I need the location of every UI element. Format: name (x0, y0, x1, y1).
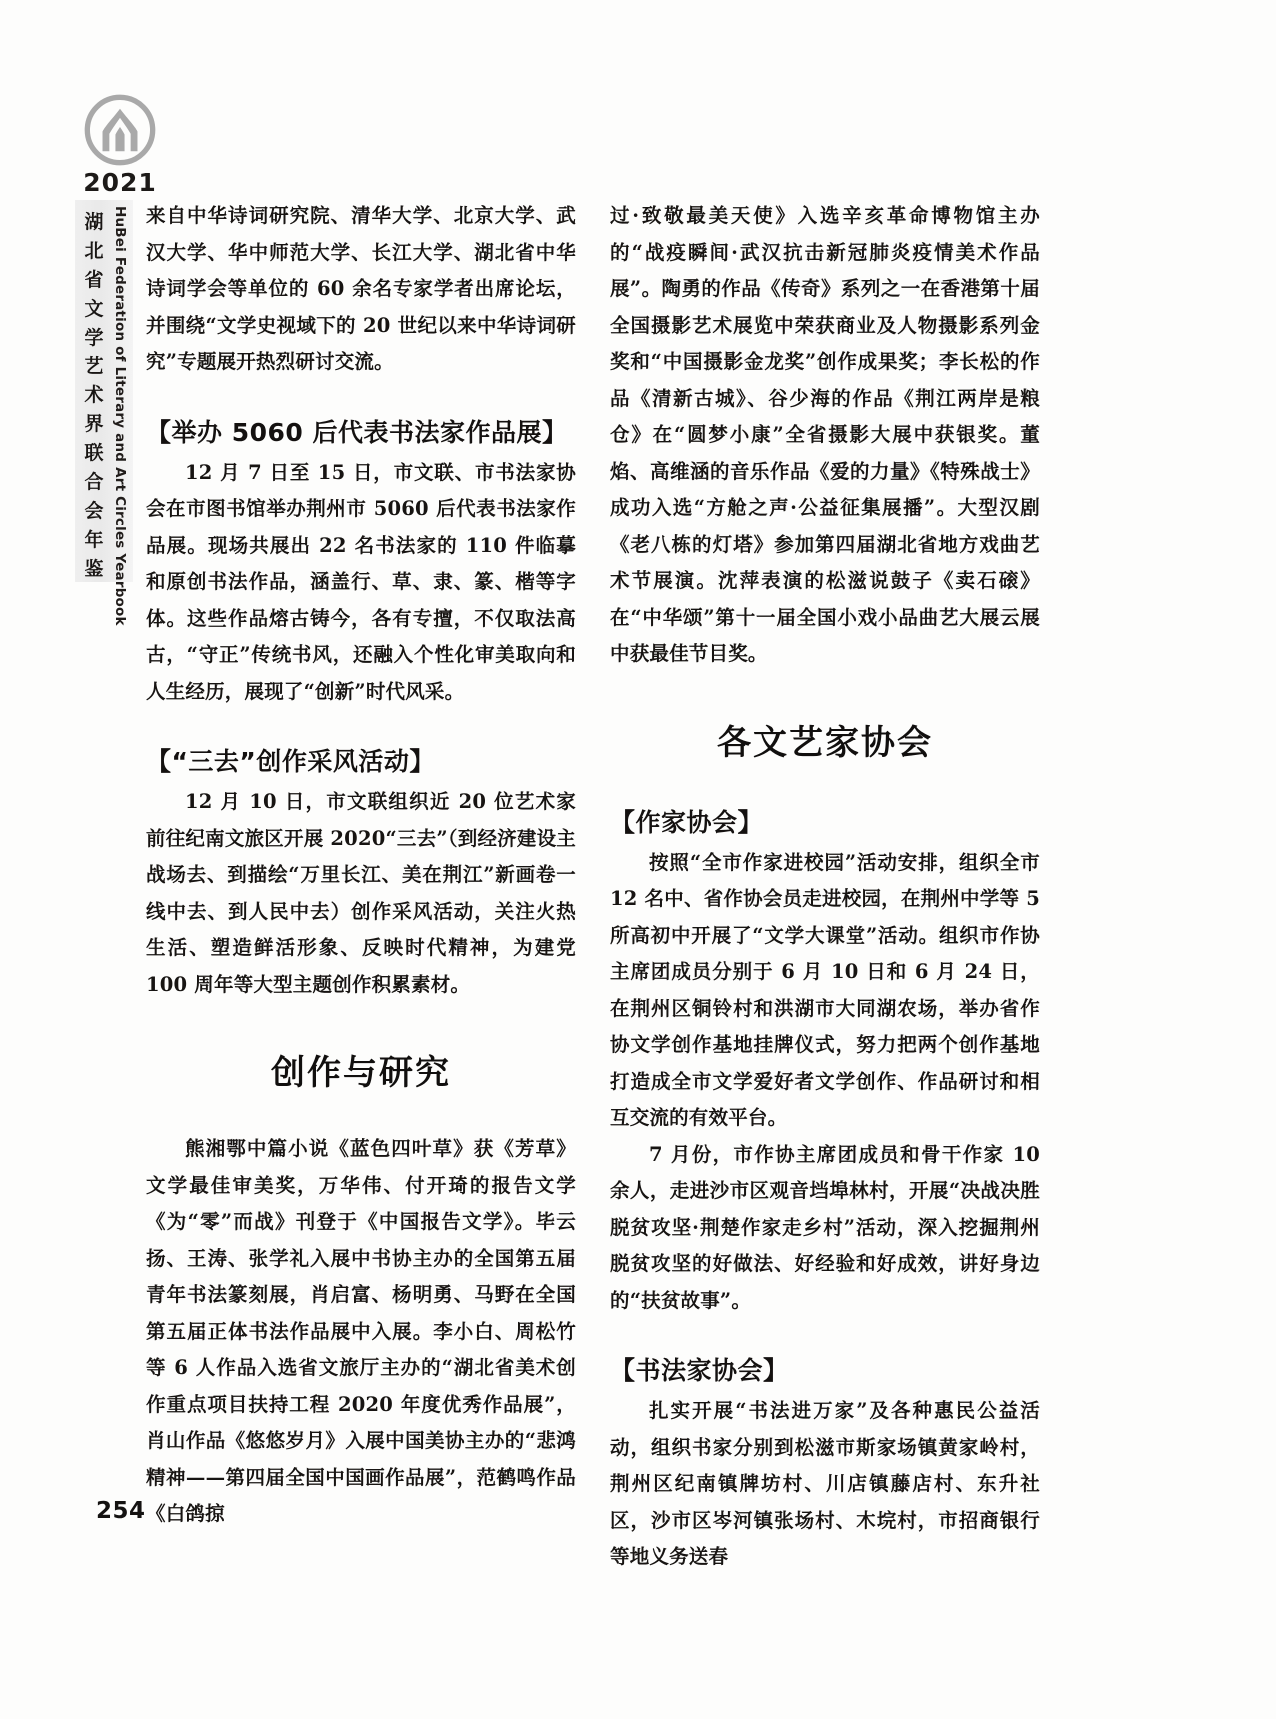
paragraph-sanqu-activity: 12 月 10 日，市文联组织近 20 位艺术家前往纪南文旅区开展 2020“三去”（到经济建设主战场去、到描绘“万里长江、美在荆江”新画卷一线中去、到人民中去）创作采风活动，关注火热生活、塑造鲜活形象、反映时代精神，为建党 100 周年等大型主题创作积累素材。 (146, 790, 576, 996)
section-heading-creation-research: 创作与研究 (271, 1053, 451, 1093)
page-number: 254 (96, 1498, 146, 1524)
subheading-sanqu-activity: 【“三去”创作采风活动】 (146, 747, 435, 776)
masthead (74, 92, 166, 195)
subheading-calligraphers-association: 【书法家协会】 (610, 1356, 789, 1385)
yearbook-year: 2021 (83, 168, 157, 197)
section-heading-art-associations: 各文艺家协会 (717, 722, 933, 763)
federation-emblem-icon (82, 92, 158, 168)
paragraph-calligraphy-exhibition: 12 月 7 日至 15 日，市文联、市书法家协会在市图书馆举办荆州市 5060 后代表书法家作品展。现场共展出 22 名书法家的 110 件临摹和原创书法作品，涵盖行、草、隶、篆、楷等字体。这些作品熔古铸今，各有专擅，不仅取法高古，“守正”传统书风，还融入个性化审美取向和人生经历，展现了“创新”时代风采。 (146, 460, 576, 703)
spine-title-chinese: 湖 北 省 文 学 艺 术 界 联 合 会 年 鉴 (84, 211, 104, 580)
paragraph-writers-association-1: 按照“全市作家进校园”活动安排，组织全市 12 名中、省作协会员走进校园，在荆州中学等 5 所高初中开展了“文学大课堂”活动。组织市作协主席团成员分别于 6 月 10 日和 6 月 24 日，在荆州区铜铃村和洪湖市大同湖农场，举办省作协文学创作基地挂牌仪式，努力把两个创作基地打造成全市文学爱好者文学创作、作品研讨和相互交流的有效平台。 (610, 850, 1040, 1129)
paragraph-continued-left: 来自中华诗词研究院、清华大学、北京大学、武汉大学、华中师范大学、长江大学、湖北省中华诗词学会等单位的 60 余名专家学者出席论坛，并围绕“文学史视域下的 20 世纪以来中华诗词研究”专题展开热烈研讨交流。 (146, 204, 576, 373)
paragraph-calligraphers-association: 扎实开展“书法进万家”及各种惠民公益活动，组织书家分别到松滋市斯家场镇黄家岭村，荆州区纪南镇牌坊村、川店镇藤店村、东升社区，沙市区岑河镇张场村、木垸村，市招商银行等地义务送春 (610, 1399, 1040, 1568)
paragraph-continued-right: 过·致敬最美天使》入选辛亥革命博物馆主办的“战疫瞬间·武汉抗击新冠肺炎疫情美术作品展”。陶勇的作品《传奇》系列之一在香港第十届全国摄影艺术展览中荣获商业及人物摄影系列金奖和“中国摄影金龙奖”创作成果奖；李长松的作品《清新古城》、谷少海的作品《荆江两岸是粮仓》在“圆梦小康”全省摄影大展中获银奖。董焰、高维涵的音乐作品《爱的力量》《特殊战士》成功入选“方舱之声·公益征集展播”。大型汉剧《老八栋的灯塔》参加第四届湖北省地方戏曲艺术节展演。沈萍表演的松滋说鼓子《卖石磙》在“中华颂”第十一届全国小戏小品曲艺大展云展中获最佳节目奖。 (610, 204, 1040, 665)
right-text-column (610, 198, 1040, 1576)
left-text-column (146, 198, 576, 1533)
vertical-spine-banner (75, 200, 133, 626)
subheading-calligraphy-exhibition: 【举办 5060 后代表书法家作品展】 (146, 417, 568, 447)
paragraph-writers-association-2: 7 月份，市作协主席团成员和骨干作家 10 余人，走进沙市区观音垱埠林村，开展“决战决胜脱贫攻坚·荆楚作家走乡村”活动，深入挖掘荆州脱贫攻坚的好做法、好经验和好成效，讲好身边的“扶贫故事”。 (610, 1142, 1040, 1312)
subheading-writers-association: 【作家协会】 (610, 807, 764, 837)
spine-title-english: HuBei Federation of Literary and Art Circles Yearbook (112, 206, 128, 626)
paragraph-creation-research: 熊湘鄂中篇小说《蓝色四叶草》获《芳草》文学最佳审美奖，万华伟、付开琦的报告文学《为“零”而战》刊登于《中国报告文学》。毕云扬、王涛、张学礼入展中书协主办的全国第五届青年书法篆刻展，肖启富、杨明勇、马野在全国第五届正体书法作品展中入展。李小白、周松竹等 6 人作品入选省文旅厅主办的“湖北省美术创作重点项目扶持工程 2020 年度优秀作品展”，肖山作品《悠悠岁月》入展中国美协主办的“悲鸿精神——第四届全国中国画作品展”，范鹤鸣作品《白鸽掠 (146, 1137, 576, 1525)
